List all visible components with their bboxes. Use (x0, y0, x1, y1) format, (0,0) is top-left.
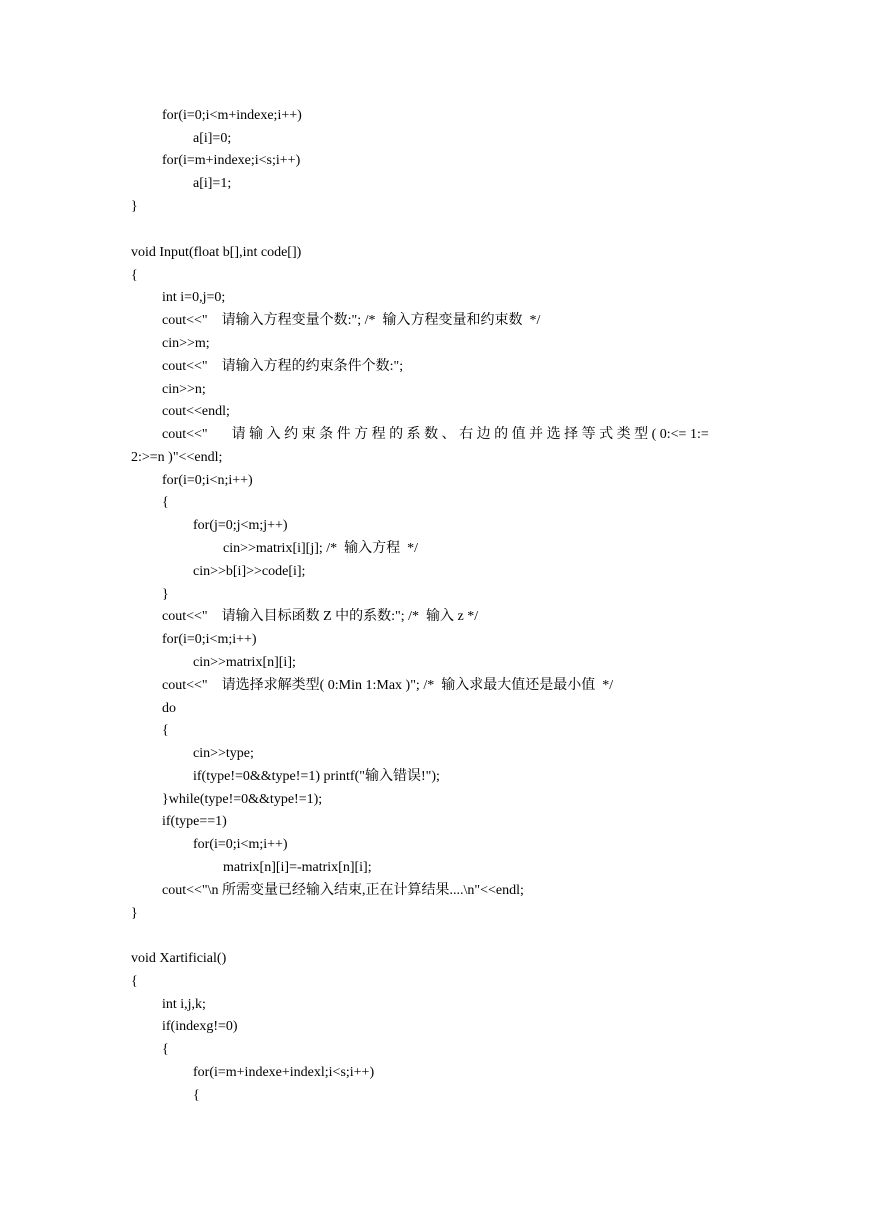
code-line: { (162, 723, 169, 738)
code-line: a[i]=1; (193, 176, 232, 191)
code-line: } (162, 587, 169, 602)
code-fragment: cout<<" (162, 427, 208, 442)
code-line: for(i=m+indexe+indexl;i<s;i++) (193, 1065, 375, 1080)
code-line: cin>>m; (162, 336, 210, 351)
code-line: int i,j,k; (162, 997, 206, 1012)
code-line: do (162, 701, 176, 716)
code-line: for(j=0;j<m;j++) (193, 518, 288, 533)
code-line: }while(type!=0&&type!=1); (162, 792, 323, 807)
code-line: for(i=0;i<m;i++) (162, 632, 257, 647)
code-line: cin>>type; (193, 746, 254, 761)
code-line: matrix[n][i]=-matrix[n][i]; (223, 860, 372, 875)
code-line: cin>>matrix[n][i]; (193, 655, 296, 670)
code-fragment-spaced (232, 426, 737, 444)
code-line: { (193, 1088, 200, 1103)
code-line: cin>>matrix[i][j]; /* 输入方程 */ (223, 541, 419, 556)
code-line: for(i=m+indexe;i<s;i++) (162, 153, 301, 168)
code-line: for(i=0;i<n;i++) (162, 473, 253, 488)
code-line: int i=0,j=0; (162, 290, 226, 305)
code-fragment: 请 输 入 约 束 条 件 方 程 的 系 数 、 右 边 的 值 并 选 择 等 式 类 型 ( 0:<= 1:= (231, 427, 709, 442)
code-line: cout<<" 请输入方程的约束条件个数:"; (162, 359, 404, 374)
code-line: if(type==1) (162, 814, 227, 829)
code-line: for(i=0;i<m;i++) (193, 837, 288, 852)
code-line-wrapped (162, 426, 737, 444)
code-line: } (131, 906, 138, 921)
code-line: cout<<endl; (162, 404, 230, 419)
code-line: if(indexg!=0) (162, 1019, 238, 1034)
code-line: { (162, 1042, 169, 1057)
code-line: if(type!=0&&type!=1) printf("输入错误!"); (193, 769, 440, 784)
code-line: a[i]=0; (193, 131, 232, 146)
code-line: { (131, 974, 138, 989)
code-line: 2:>=n )"<<endl; (131, 450, 223, 465)
code-line: } (131, 199, 138, 214)
code-line: for(i=0;i<m+indexe;i++) (162, 108, 302, 123)
code-line: cin>>b[i]>>code[i]; (193, 564, 306, 579)
code-line: cout<<" 请输入方程变量个数:"; /* 输入方程变量和约束数 */ (162, 313, 541, 328)
code-line: cin>>n; (162, 382, 206, 397)
code-line: cout<<"\n 所需变量已经输入结束,正在计算结果....\n"<<endl; (162, 883, 524, 898)
code-line: { (162, 495, 169, 510)
code-line: cout<<" 请输入目标函数 Z 中的系数:"; /* 输入 z */ (162, 609, 479, 624)
code-line: cout<<" 请选择求解类型( 0:Min 1:Max )"; /* 输入求最大值还是最小值 */ (162, 678, 614, 693)
code-line: { (131, 268, 138, 283)
code-line: void Xartificial() (131, 951, 227, 966)
code-line: void Input(float b[],int code[]) (131, 245, 302, 260)
